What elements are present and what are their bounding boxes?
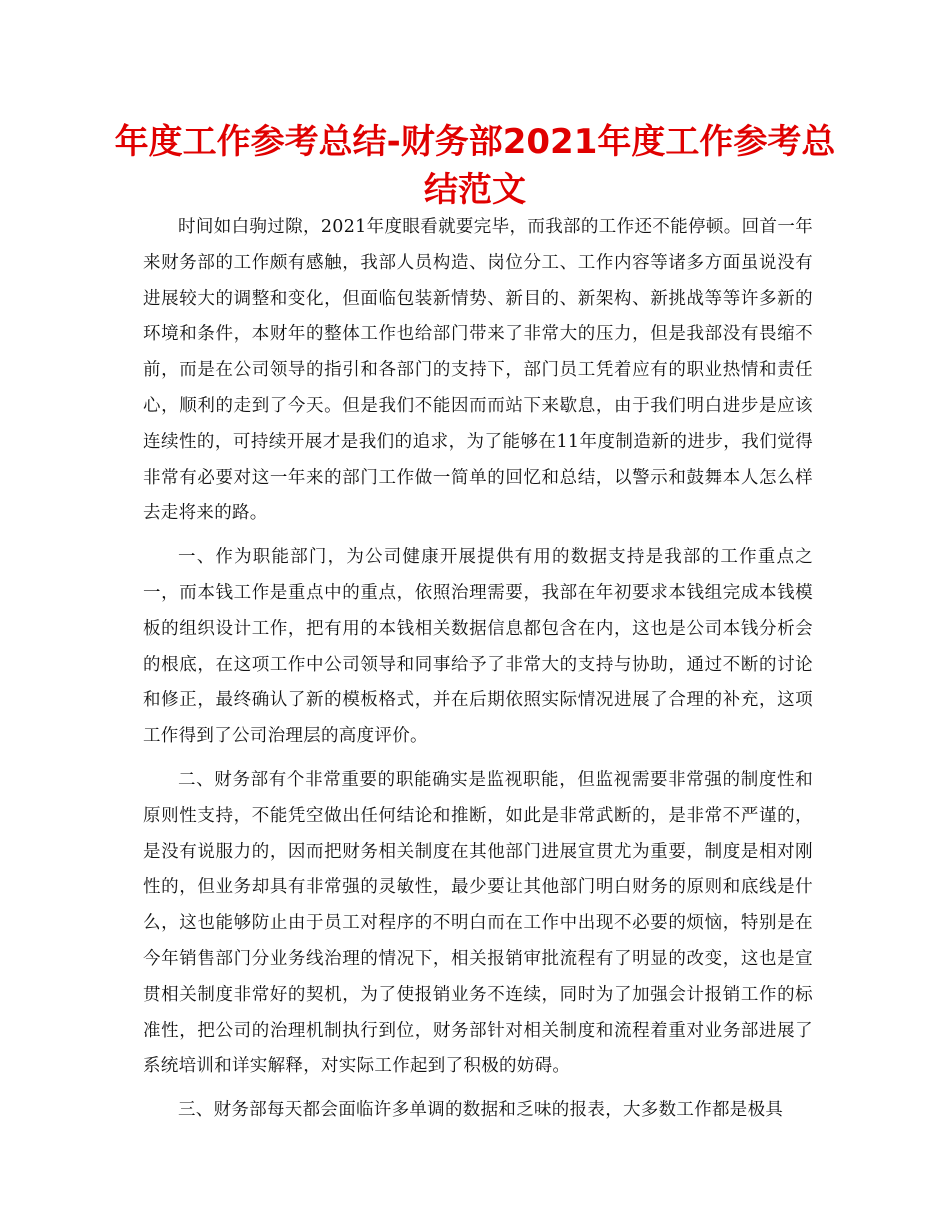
paragraph-section-1: 一、作为职能部门，为公司健康开展提供有用的数据支持是我部的工作重点之一，而本钱工作是重点中的重点，依照治理需要，我部在年初要求本钱组完成本钱模板的组织设计工作，把有用的本钱相关数据信息都包含在内，这也是公司本钱分析会的根底，在这项工作中公司领导和同事给予了非常大的支持与协助，通过不断的讨论和修正，最终确认了新的模板格式，并在后期依照实际情况进展了合理的补充，这项工作得到了公司治理层的高度评价。 bbox=[143, 547, 813, 747]
paragraph-section-3: 三、财务部每天都会面临许多单调的数据和乏味的报表，大多数工作都是极具 bbox=[178, 1100, 784, 1121]
paragraph-section-2: 二、财务部有个非常重要的职能确实是监视职能，但监视需要非常强的制度性和原则性支持，不能凭空做出任何结论和推断，如此是非常武断的，是非常不严谨的，是没有说服力的，因而把财务相关制度在其他部门进展宣贯尤为重要，制度是相对刚性的，但业务却具有非常强的灵敏性，最少要让其他部门明白财务的原则和底线是什么，这也能够防止由于员工对程序的不明白而在工作中出现不必要的烦恼，特别是在今年销售部门分业务线治理的情况下，相关报销审批流程有了明显的改变，这也是宣贯相关制度非常好的契机，为了使报销业务不连续，同时为了加强会计报销工作的标准性，把公司的治理机制执行到位，财务部针对相关制度和流程着重对业务部进展了系统培训和详实解释，对实际工作起到了积极的妨碍。 bbox=[143, 769, 813, 1077]
document-body bbox=[143, 210, 813, 1137]
paragraph-intro: 时间如白驹过隙，2021年度眼看就要完毕，而我部的工作还不能停顿。回首一年来财务部的工作颇有感触，我部人员构造、岗位分工、工作内容等诸多方面虽说没有进展较大的调整和变化，但面临包装新情势、新目的、新架构、新挑战等等许多新的环境和条件，本财年的整体工作也给部门带来了非常大的压力，但是我部没有畏缩不前，而是在公司领导的指引和各部门的支持下，部门员工凭着应有的职业热情和责任心，顺利的走到了今天。但是我们不能因而而站下来歇息，由于我们明白进步是应该连续性的，可持续开展才是我们的追求，为了能够在11年度制造新的进步，我们觉得非常有必要对这一年来的部门工作做一简单的回忆和总结，以警示和鼓舞本人怎么样去走将来的路。 bbox=[143, 217, 813, 524]
document-title: 年度工作参考总结-财务部2021年度工作参考总结范文 bbox=[114, 122, 836, 210]
